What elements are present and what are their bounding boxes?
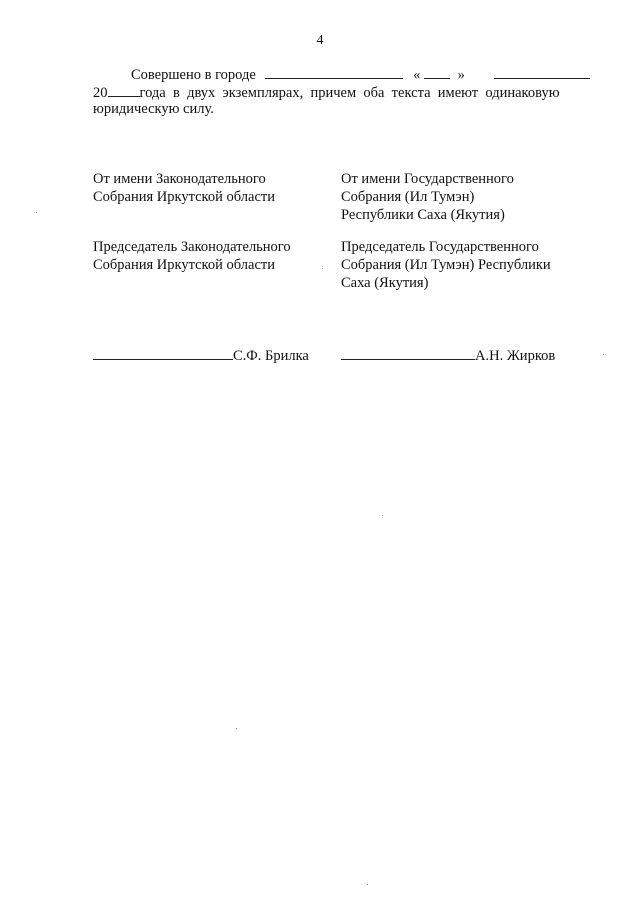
- intro-line-2-text: года в двух экземплярах, причем оба текста имеют одинаковую: [139, 85, 560, 101]
- right-behalf-line: Собрания (Ил Тумэн): [341, 189, 475, 205]
- quote-close: »: [457, 67, 465, 83]
- left-chair-block: [93, 238, 291, 274]
- day-blank: [424, 64, 450, 79]
- left-signatory-name: С.Ф. Брилка: [233, 348, 309, 364]
- right-signatory-name: А.Н. Жирков: [475, 348, 556, 364]
- left-signature: [93, 345, 309, 365]
- right-chair-line: Председатель Государственного: [341, 239, 539, 255]
- right-chair-line: Собрания (Ил Тумэн) Республики: [341, 257, 551, 273]
- left-behalf-block: [93, 170, 275, 206]
- scan-speck: [36, 212, 37, 213]
- month-blank: [494, 64, 590, 79]
- quote-open: «: [413, 67, 421, 83]
- scan-speck: [603, 354, 604, 355]
- right-behalf-line: От имени Государственного: [341, 171, 514, 187]
- left-behalf-line: Собрания Иркутской области: [93, 189, 275, 205]
- city-blank: [265, 64, 403, 79]
- left-signature-line: [93, 345, 233, 360]
- intro-line-3: юридическую силу.: [93, 101, 214, 117]
- page-number: 4: [316, 33, 324, 48]
- scan-speck: [236, 728, 237, 729]
- left-chair-line: Председатель Законодательного: [93, 239, 291, 255]
- right-signature-line: [341, 345, 475, 360]
- year-prefix: 20: [93, 85, 108, 101]
- intro-line-2: [93, 82, 560, 102]
- scan-speck: [322, 268, 323, 269]
- intro-city-label: Совершено в городе: [131, 67, 256, 83]
- right-behalf-block: [341, 170, 514, 224]
- left-chair-line: Собрания Иркутской области: [93, 257, 275, 273]
- intro-line-1: [131, 64, 590, 84]
- scan-speck: [382, 515, 383, 516]
- right-behalf-line: Республики Саха (Якутия): [341, 207, 505, 223]
- right-signature: [341, 345, 555, 365]
- right-chair-block: [341, 238, 551, 292]
- right-chair-line: Саха (Якутия): [341, 275, 429, 291]
- scan-speck: [367, 884, 368, 885]
- left-behalf-line: От имени Законодательного: [93, 171, 266, 187]
- year-blank: [108, 82, 140, 97]
